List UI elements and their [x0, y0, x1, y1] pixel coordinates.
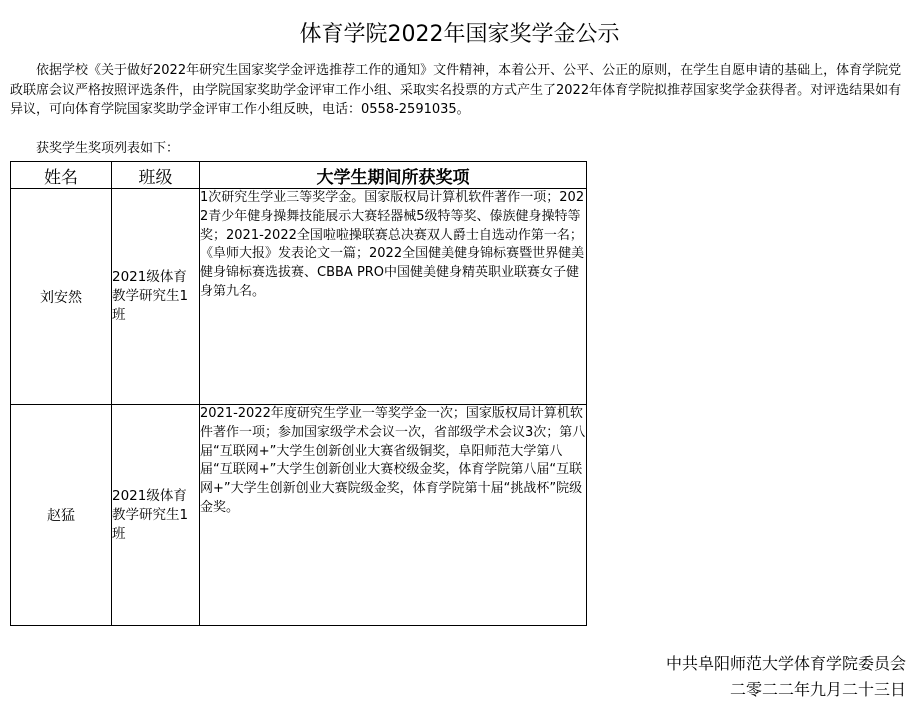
table-row: [11, 189, 587, 405]
student-class: 2021级体育教学研究生1班: [112, 189, 200, 405]
signature-organization: 中共阜阳师范大学体育学院委员会: [665, 654, 906, 673]
header-class: 班级: [112, 162, 200, 189]
student-name: 刘安然: [11, 189, 112, 405]
intro-paragraph: 依据学校《关于做好2022年研究生国家奖学金评选推荐工作的通知》文件精神，本着公开、公平、公正的原则，在学生自愿申请的基础上，体育学院党政联席会议严格按照评选条件，由学院国家奖助学金评审工作小组、采取实名投票的方式产生了2022年体育学院拟推荐国家奖学金获得者。对评选结果如有异议，可向体育学院国家奖助学金评审工作小组反映，电话：0558-2591035。: [10, 63, 902, 117]
signature-date: 二零二二年九月二十三日: [729, 680, 906, 699]
student-awards: 2021-2022年度研究生学业一等奖学金一次；国家版权局计算机软件著作一项；参加国家级学术会议一次，省部级学术会议3次；第八届“互联网+”大学生创新创业大赛省级铜奖，阜阳师范大学第八届“互联网+”大学生创新创业大赛校级金奖，体育学院第八届“互联网+”大学生创新创业大赛院级金奖，体育学院第十届“挑战杯”院级金奖。: [200, 405, 587, 626]
student-name: 赵猛: [11, 405, 112, 626]
header-name: 姓名: [11, 162, 112, 189]
header-awards: 大学生期间所获奖项: [200, 162, 587, 189]
table-row: [11, 405, 587, 626]
awards-table: [10, 161, 587, 626]
student-awards: 1次研究生学业三等奖学金。国家版权局计算机软件著作一项；2022青少年健身操舞技能展示大赛轻器械5级特等奖、傣族健身操特等奖；2021-2022全国啦啦操联赛总决赛双人爵士自选动作第一名；《阜师大报》发表论文一篇；2022全国健美健身锦标赛暨世界健美健身锦标赛选拔赛、CBBA PRO中国健美健身精英职业联赛女子健身第九名。: [200, 189, 587, 405]
list-lead-text: 获奖学生奖项列表如下：: [36, 141, 180, 156]
table-header-row: [11, 162, 587, 189]
student-class: 2021级体育教学研究生1班: [112, 405, 200, 626]
page-title: 体育学院2022年国家奖学金公示: [299, 21, 620, 47]
